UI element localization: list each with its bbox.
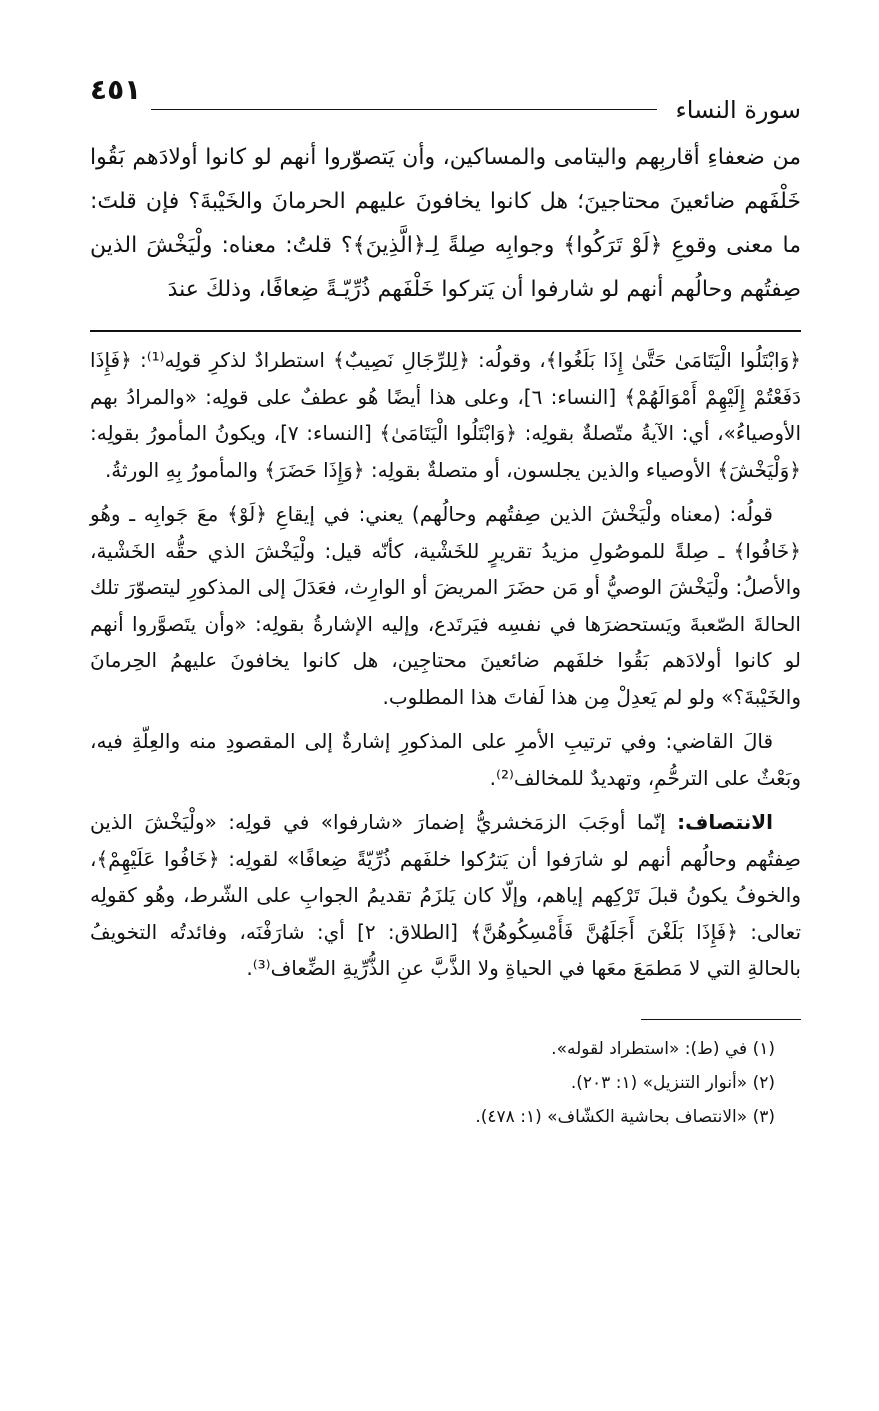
footnote-3: (٣) «الانتصاف بحاشية الكشّاف» (١: ٤٧٨).: [475, 1106, 775, 1127]
commentary: [90, 342, 801, 987]
commentary-paragraph-1: ﴿وَابْتَلُوا الْيَتَامَىٰ حَتَّىٰ إِذَا بَلَغُوا﴾، وقولُه: ﴿لِلرِّجَالِ نَصِيبٌ﴾ استطرادٌ لذكرِ قولِه⁽¹⁾: ﴿فَإِذَا دَفَعْتُمْ إِلَيْهِمْ أَمْوَالَهُمْ﴾ [النساء: ٦]، وعلى هذا أيضًا هُو عطفٌ على قولِه: «والمرادُ بهم الأوصياءُ»، أي: الآيةُ متّصلةٌ بقولِه: ﴿وَابْتَلُوا الْيَتَامَىٰ﴾ [النساء: ٧]، ويكونُ المأمورُ بقولِه: ﴿وَلْيَخْشَ﴾ الأوصياء والذين يجلسون، أو متصلةٌ بقولِه: ﴿وَإِذَا حَضَرَ﴾ والمأمورُ بِهِ الورثةُ.: [90, 348, 802, 482]
footnote-1: (١) في (ط): «استطراد لقوله».: [551, 1038, 775, 1059]
footnote-separator: [641, 1019, 801, 1020]
commentary-paragraph-3: قالَ القاضي: وفي ترتيبِ الأمرِ على المذكورِ إشارةٌ إلى المقصودِ منه والعِلّةِ فيه، وبَعْثٌ على الترحُّمِ، وتهديدٌ للمخالف⁽²⁾.: [90, 729, 801, 790]
page-header: [90, 72, 801, 124]
footnote-2: (٢) «أنوار التنزيل» (١: ٢٠٣).: [570, 1072, 775, 1093]
intisaf-text: إنّما أوجَبَ الزمَخشريُّ إضمارَ «شارفوا» في قولِه: «ولْيَخْشَ الذين صِفتُهم وحالُهم أنهم لو شارَفوا أن يَترُكوا خلفَهم ذُرِّيّةً ضِعافًا» لقولِه: ﴿خَافُوا عَلَيْهِمْ﴾، والخوفُ يكونُ قبلَ تَرْكِهم إياهم، وإلّا كان يَلزَمُ تقديمُ الجوابِ على الشّرط، وهُو كقولِه تعالى: ﴿فَإِذَا بَلَغْنَ أَجَلَهُنَّ فَأَمْسِكُوهُنَّ﴾ [الطلاق: ٢] أي: شارَفْنَه، وفائدتُه التخويفُ بالحالةِ التي لا مَطمَعَ معَها في الحياةِ ولا الذَّبَّ عنِ الذُّرِّيةِ الضِّعاف⁽³⁾.: [90, 810, 802, 980]
main-paragraph: من ضعفاءِ أقاربِهم واليتامى والمساكين، وأن يَتصوّروا أنهم لو كانوا أولادَهم بَقُوا خَلْفَهم ضائعينَ محتاجينَ؛ هل كانوا يخافونَ عليهم الحرمانَ والخَيْبةَ؟ فإن قلتَ: ما معنى وقوعِ ﴿لَوْ تَرَكُوا﴾ وجوابِه صِلةً لِـ﴿الَّذِينَ﴾؟ قلتُ: معناه: ولْيَخْشَ الذين صِفتُهم وحالُهم أنهم لو شارفوا أن يَتركوا خَلْفَهم ذُرِّيّـةً ضِعافًا، وذلكَ عندَ: [90, 145, 801, 302]
commentary-paragraph-4: [90, 804, 801, 987]
surah-title: سورة النساء: [675, 96, 801, 124]
page-number: ٤٥١: [90, 73, 142, 106]
intisaf-heading: الانتصاف:: [677, 810, 773, 834]
header-rule: [151, 109, 657, 110]
commentary-paragraph-2: قولُه: (معناه ولْيَخْشَ الذين صِفتُهم وحالُهم) يعني: في إيقاعِ ﴿لَوْ﴾ معَ جَوابِه ـ وهُو ﴿خَافُوا﴾ ـ صِلةً للموصُولِ مزيدُ تقريرٍ للخَشْية، كأنّه قيل: ولْيَخْشَ الذي حقُّه الخَشْية، والأصلُ: ولْيَخْشَ الوصيُّ أو مَن حضَرَ المريضَ أو الوارِث، فعَدَلَ إلى المذكورِ ليتصوّرَ تلك الحالةَ الصّعبةَ ويَستحضرَها في نفسِه فيَرتَدع، وإليه الإشارةُ بقولِه: «وأن يتَصوَّروا أنهم لو كانوا أولادَهم بَقُوا خلفَهم ضائعينَ محتاجِين، هل كانوا يخافونَ عليهمُ الحِرمانَ والخَيْبةَ؟» ولو لم يَعدِلْ مِن هذا لَفاتَ هذا المطلوب.: [90, 502, 801, 709]
main-text: [90, 136, 801, 312]
section-separator: [90, 330, 801, 332]
footnotes: [90, 1032, 775, 1134]
